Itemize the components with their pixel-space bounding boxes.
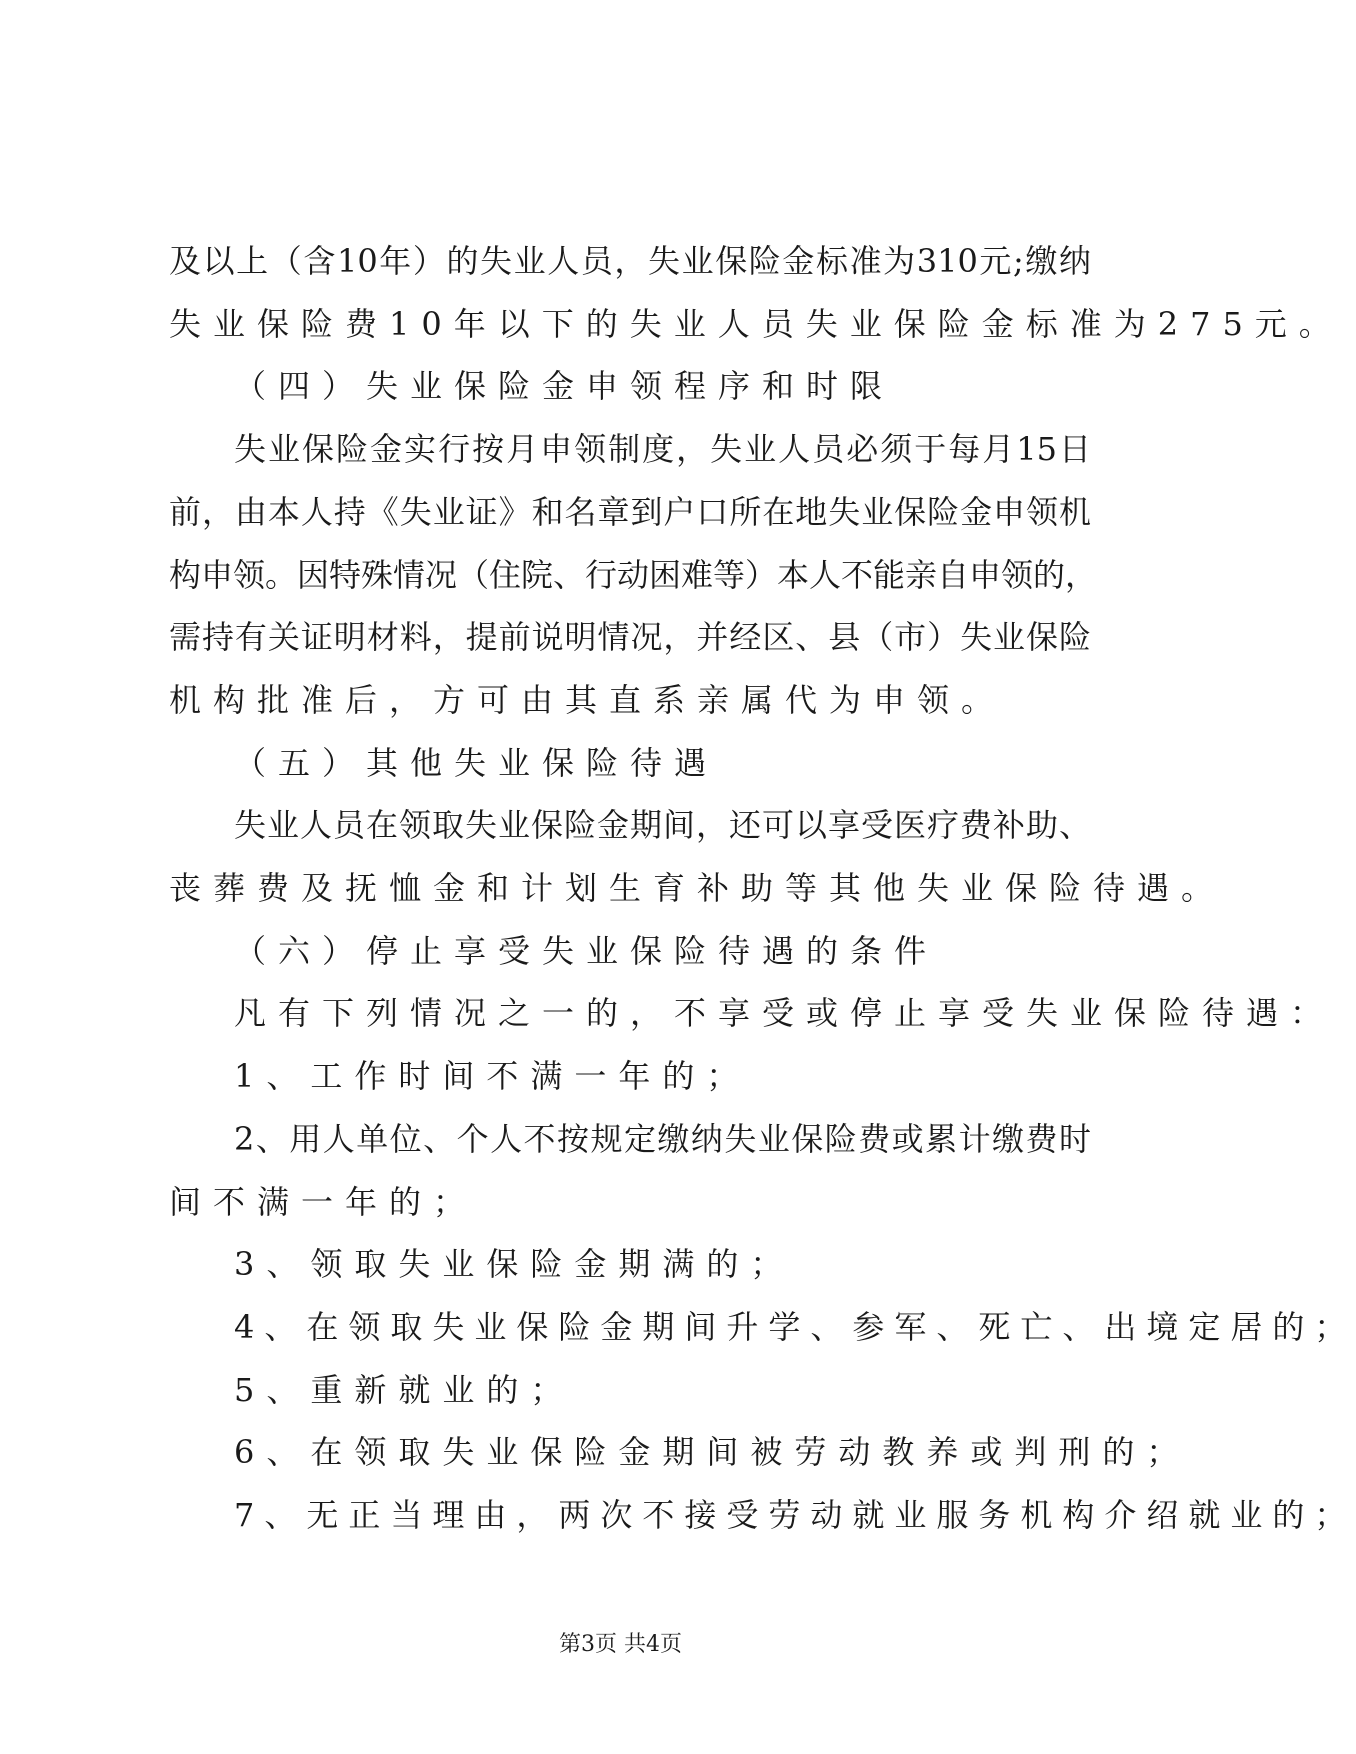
paragraph-line: 机构批准后，方可由其直系亲属代为申领。 — [169, 681, 1006, 719]
list-item: 1、工作时间不满一年的； — [234, 1057, 751, 1095]
paragraph-line: 前，由本人持《失业证》和名章到户口所在地失业保险金申领机 — [169, 493, 1091, 531]
paragraph-line: 凡有下列情况之一的，不享受或停止享受失业保险待遇： — [234, 994, 1335, 1032]
list-item-continuation: 间不满一年的； — [169, 1183, 478, 1221]
section-heading: （四）失业保险金申领程序和时限 — [234, 367, 895, 405]
paragraph-line: 需持有关证明材料，提前说明情况，并经区、县（市）失业保险 — [169, 618, 1091, 656]
list-item: 4、在领取失业保险金期间升学、参军、死亡、出境定居的； — [234, 1308, 1356, 1346]
paragraph-line: 构申领。因特殊情况（住院、行动困难等）本人不能亲自申领的， — [169, 556, 1098, 594]
list-item: 7、无正当理由，两次不接受劳动就业服务机构介绍就业的； — [234, 1496, 1356, 1534]
paragraph-line: 及以上（含10年）的失业人员，失业保险金标准为310元;缴纳 — [169, 242, 1091, 280]
paragraph-line: 丧葬费及抚恤金和计划生育补助等其他失业保险待遇。 — [169, 869, 1226, 907]
section-heading: （六）停止享受失业保险待遇的条件 — [234, 932, 939, 970]
list-item: 6、在领取失业保险金期间被劳动教养或判刑的； — [234, 1433, 1191, 1471]
list-item: 2、用人单位、个人不按规定缴纳失业保险费或累计缴费时 — [234, 1120, 1091, 1158]
paragraph-line: 失业保险金实行按月申领制度，失业人员必须于每月15日 — [234, 430, 1091, 468]
paragraph-line: 失业人员在领取失业保险金期间，还可以享受医疗费补助、 — [234, 806, 1091, 844]
section-heading: （五）其他失业保险待遇 — [234, 744, 719, 782]
page-number-footer: 第3页 共4页 — [559, 1632, 682, 1657]
list-item: 3、领取失业保险金期满的； — [234, 1245, 795, 1283]
list-item: 5、重新就业的； — [234, 1371, 575, 1409]
paragraph-line: 失业保险费10年以下的失业人员失业保险金标准为275元。 — [169, 305, 1343, 343]
